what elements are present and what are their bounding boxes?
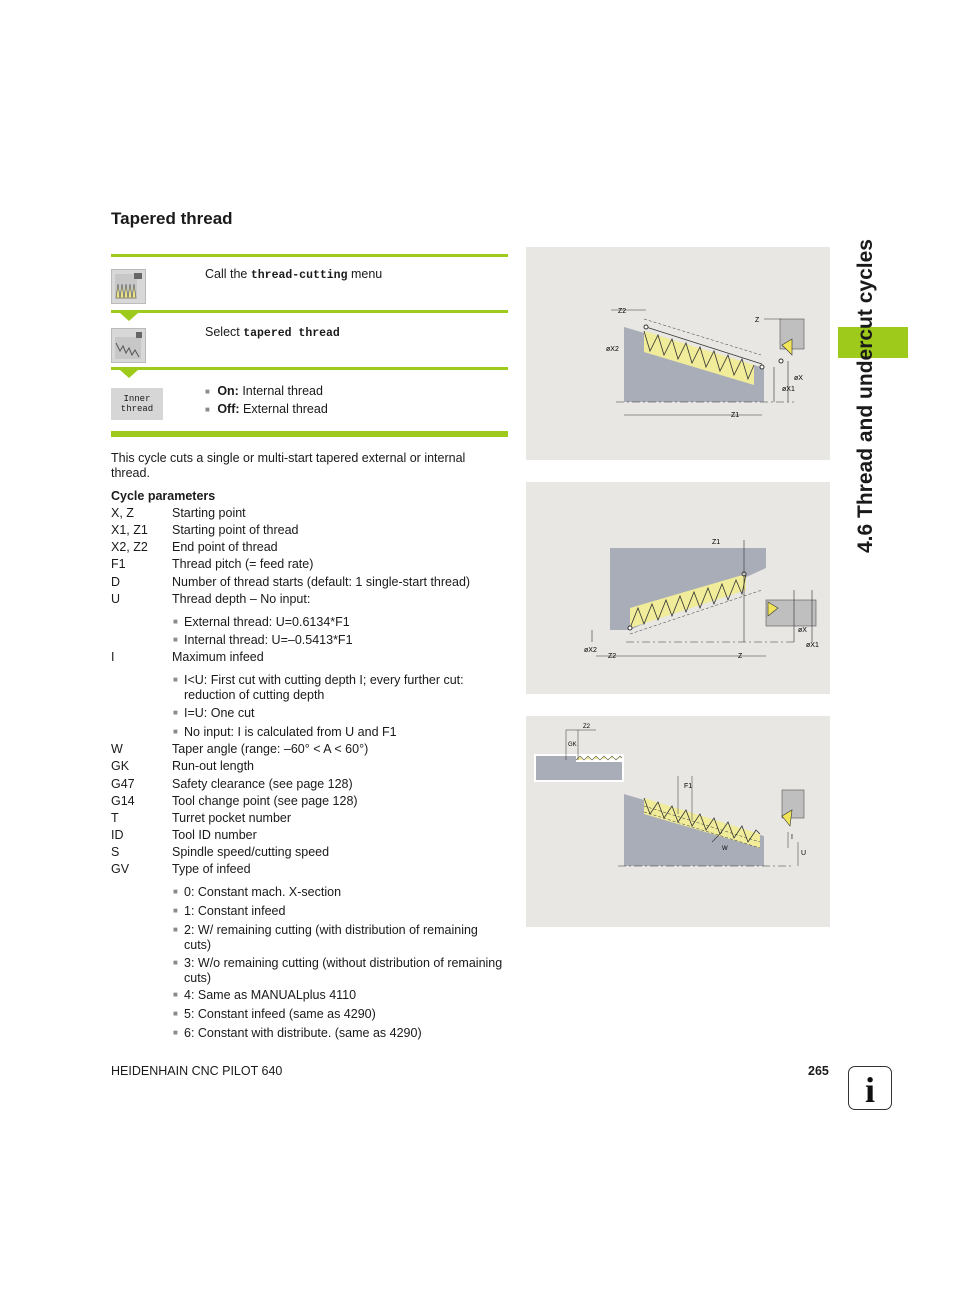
tapered-thread-code: tapered thread bbox=[243, 327, 340, 340]
step-2-text: Select tapered thread bbox=[205, 325, 340, 340]
inner-thread-softkey-line1: Inner bbox=[123, 394, 151, 404]
tapered-thread-icon[interactable] bbox=[111, 328, 146, 363]
thread-cutting-menu-icon[interactable] bbox=[111, 269, 146, 304]
info-icon-glyph: i bbox=[864, 1070, 875, 1110]
figure-external-thread bbox=[526, 247, 830, 460]
i-option: ■ I=U: One cut bbox=[173, 706, 255, 720]
fig3-f1-label: F1 bbox=[684, 783, 693, 790]
page-number: 265 bbox=[808, 1064, 829, 1078]
cycle-parameters-heading: Cycle parameters bbox=[111, 489, 216, 503]
section-title: Tapered thread bbox=[111, 209, 233, 228]
footer-product: HEIDENHAIN CNC PILOT 640 bbox=[111, 1064, 283, 1078]
figure-internal-thread bbox=[526, 482, 830, 694]
figure-thread-parameters bbox=[526, 716, 830, 927]
fig1-z1-label: Z1 bbox=[731, 412, 740, 419]
fig2-z1-label: Z1 bbox=[712, 539, 721, 546]
gv-option: ■ 2: W/ remaining cutting (with distribution of remaining cuts) bbox=[173, 923, 478, 952]
i-option: ■ No input: I is calculated from U and F1 bbox=[173, 725, 397, 739]
fig2-x1-label: øX1 bbox=[806, 642, 819, 649]
fig2-z2-label: Z2 bbox=[608, 653, 617, 660]
separator-bottom bbox=[111, 431, 508, 437]
gv-option: ■ 1: Constant infeed bbox=[173, 904, 286, 918]
separator-top bbox=[111, 254, 508, 257]
step-marker-1 bbox=[120, 313, 138, 321]
step-1-text: Call the thread-cutting menu bbox=[205, 267, 383, 282]
gv-option: ■ 0: Constant mach. X-section bbox=[173, 885, 342, 899]
fig1-x-label: øX bbox=[794, 375, 803, 382]
fig1-z2-label: Z2 bbox=[618, 308, 627, 315]
softkey-on-text: ■ On: Internal thread bbox=[205, 384, 323, 398]
intro-paragraph: This cycle cuts a single or multi-start tapered external or internal thread. bbox=[111, 451, 466, 480]
step-marker-2 bbox=[120, 370, 138, 378]
gv-option: ■ 4: Same as MANUALplus 4110 bbox=[173, 988, 357, 1002]
chapter-title: 4.6 Thread and undercut cycles bbox=[854, 239, 877, 553]
fig3-u-label: U bbox=[801, 850, 807, 857]
fig1-x1-label: øX1 bbox=[782, 386, 795, 393]
separator-2 bbox=[111, 367, 508, 370]
fig3-i-label: I bbox=[791, 834, 793, 841]
fig2-z-label: Z bbox=[738, 653, 743, 660]
fig3-w-label: W bbox=[722, 846, 728, 852]
gv-option: ■ 3: W/o remaining cutting (without distribution of remaining cuts) bbox=[173, 956, 503, 985]
softkey-off-text: ■ Off: External thread bbox=[205, 402, 328, 416]
fig1-z-label: Z bbox=[755, 317, 760, 324]
fig1-x2-label: øX2 bbox=[606, 346, 619, 353]
u-option: ■ External thread: U=0.6134*F1 bbox=[173, 615, 350, 629]
fig2-x-label: øX bbox=[798, 627, 807, 634]
fig3-z2-label: Z2 bbox=[583, 724, 591, 730]
gv-option: ■ 6: Constant with distribute. (same as 4290) bbox=[173, 1026, 422, 1040]
fig3-gk-label: GK bbox=[568, 742, 577, 748]
fig2-x2-label: øX2 bbox=[584, 647, 597, 654]
separator-1 bbox=[111, 310, 508, 313]
thread-cutting-code: thread-cutting bbox=[250, 269, 348, 282]
inner-thread-softkey[interactable] bbox=[111, 388, 163, 420]
info-icon bbox=[848, 1066, 892, 1110]
inner-thread-softkey-line2: thread bbox=[120, 404, 154, 414]
gv-option: ■ 5: Constant infeed (same as 4290) bbox=[173, 1007, 376, 1021]
u-option: ■ Internal thread: U=–0.5413*F1 bbox=[173, 633, 353, 647]
i-option: ■ I<U: First cut with cutting depth I; every further cut: reduction of cutting depth bbox=[173, 673, 464, 702]
